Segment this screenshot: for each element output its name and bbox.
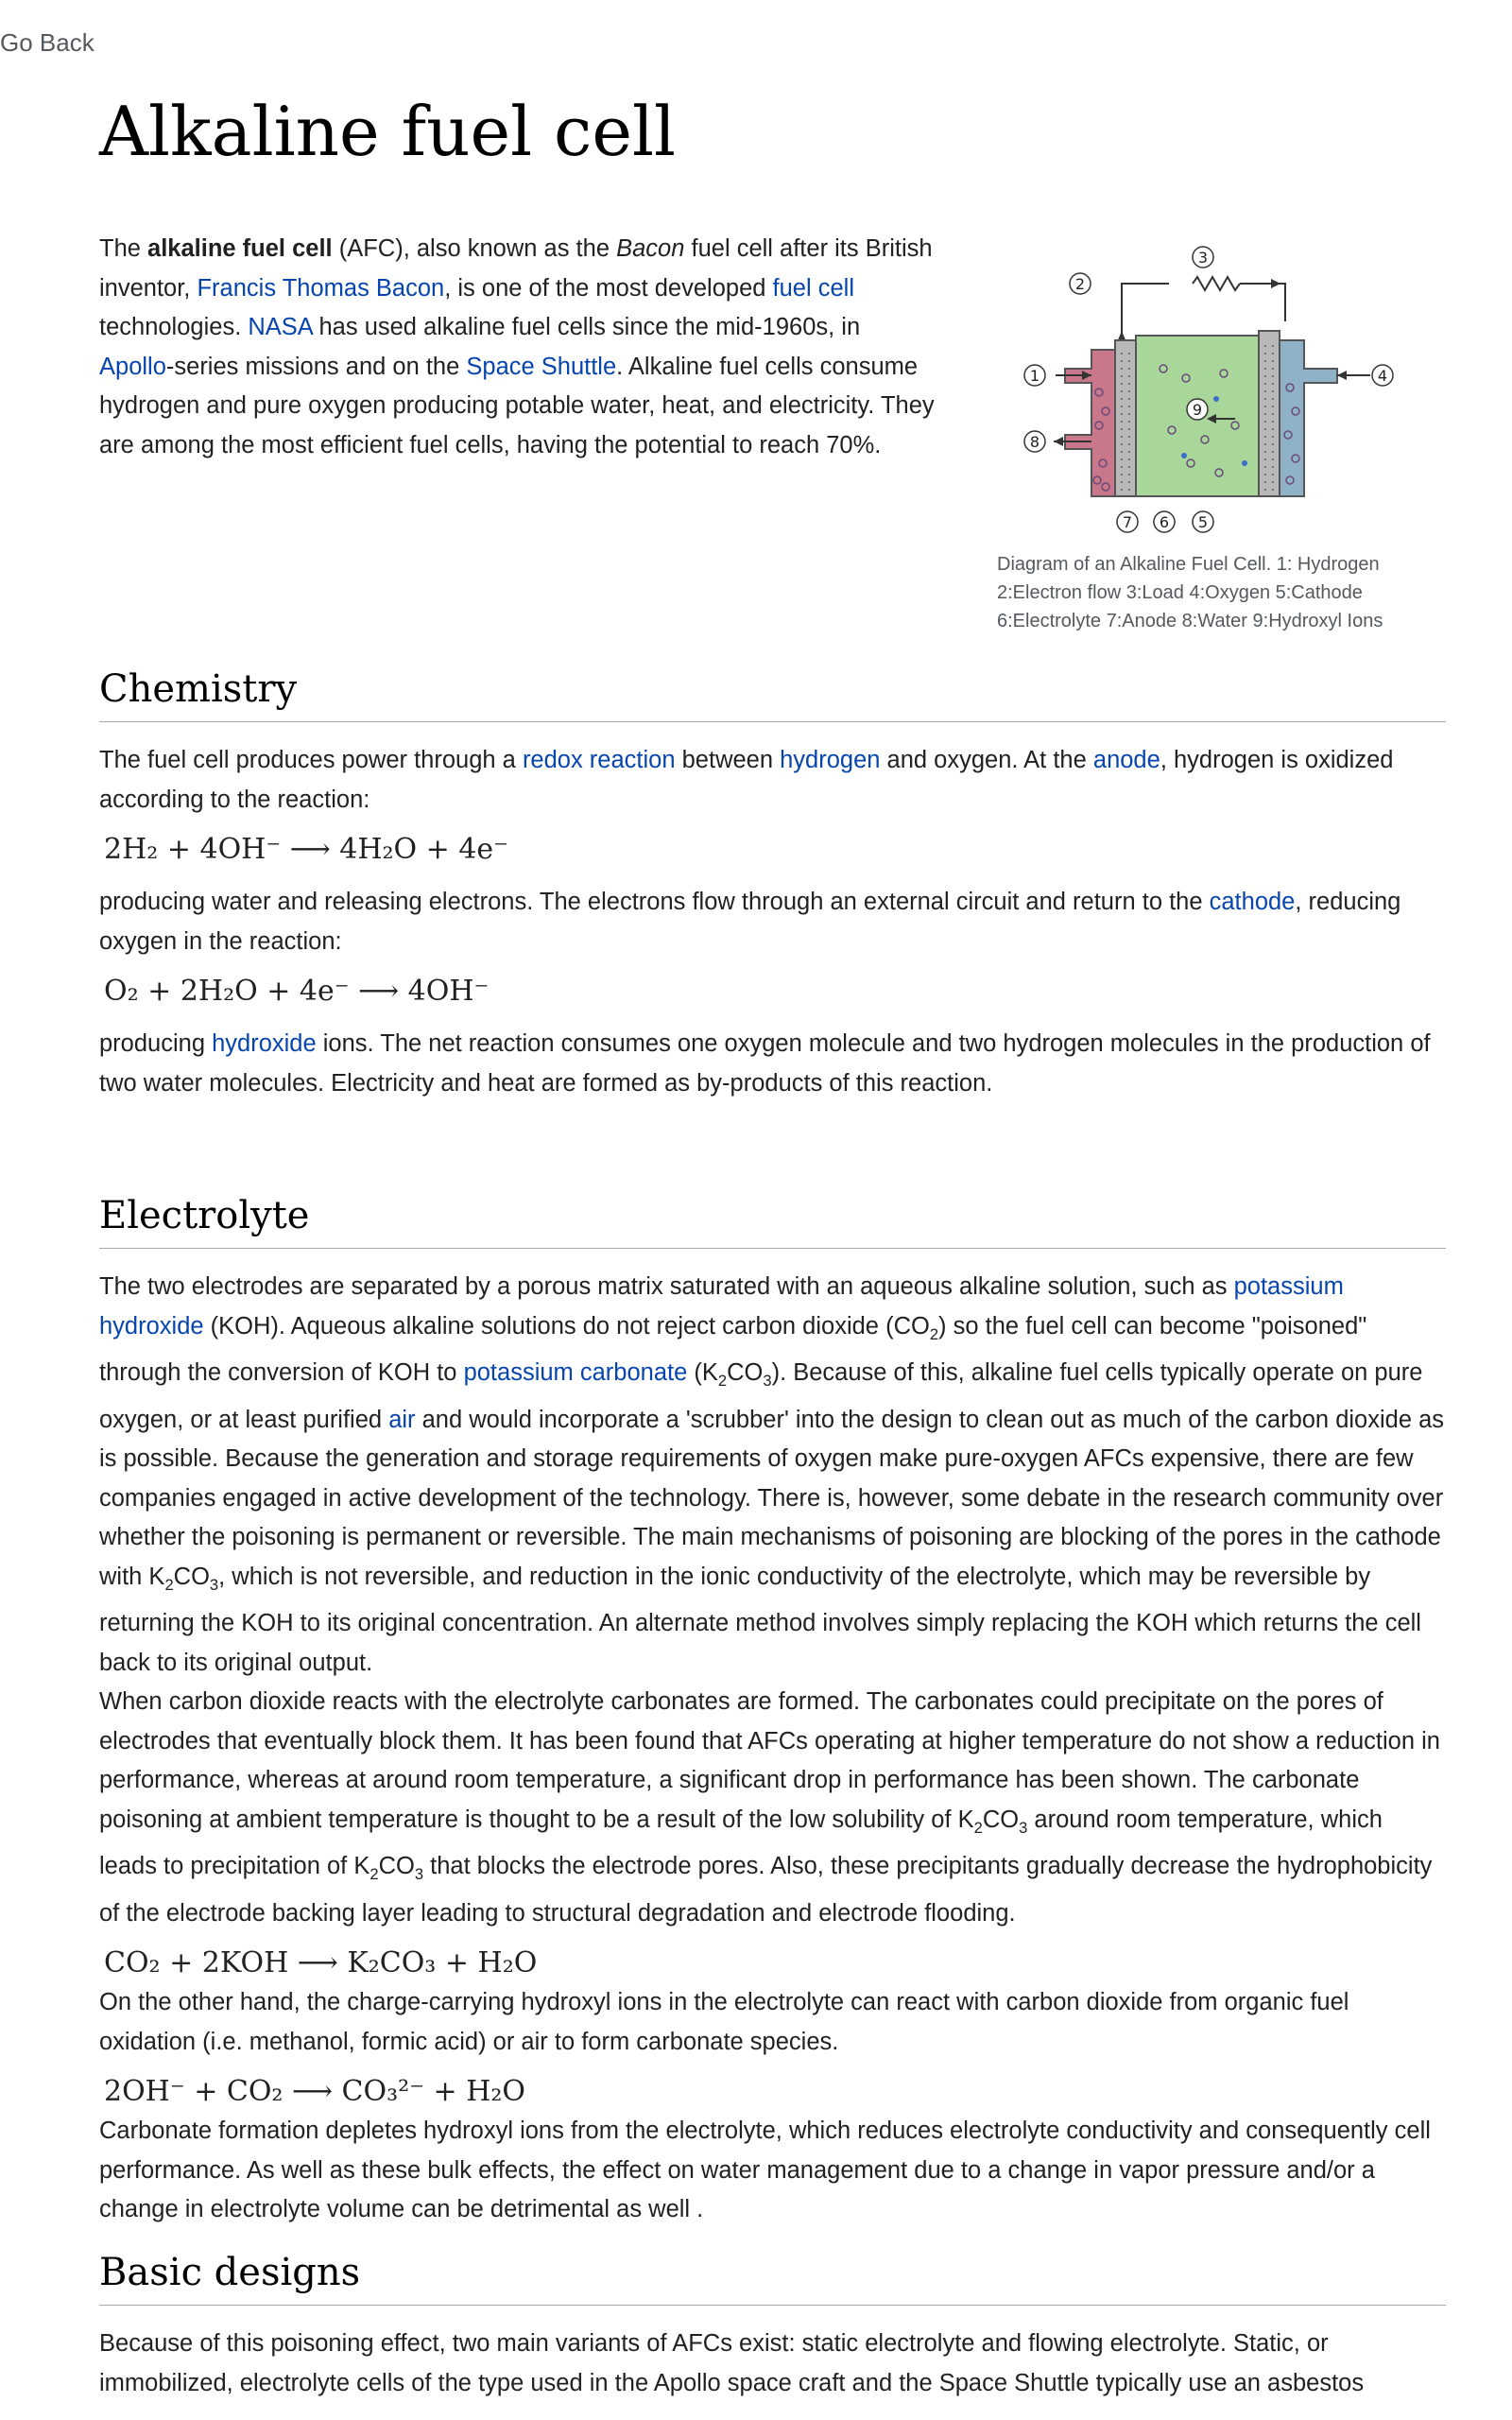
page-title: Alkaline fuel cell [99, 92, 677, 171]
link-apollo[interactable]: Apollo [99, 353, 166, 380]
link-francis-thomas-bacon[interactable]: Francis Thomas Bacon [197, 274, 445, 302]
link-potassium-carbonate[interactable]: potassium carbonate [463, 1359, 688, 1387]
label-1: 1 [1029, 367, 1040, 385]
chemistry-paragraph-1: The fuel cell produces power through a redox reaction between hydrogen and oxygen. At the anode, hydrogen is oxidized according to the reaction: [99, 747, 1394, 813]
label-8: 8 [1029, 433, 1040, 451]
go-back-link[interactable]: Go Back [0, 28, 94, 57]
equation-hydroxyl-reaction: 2OH⁻ + CO₂ ⟶ CO₃²⁻ + H₂O [104, 2075, 525, 2109]
label-9: 9 [1192, 401, 1203, 419]
section-electrolyte [99, 1193, 1446, 2230]
link-potassium-hydroxide[interactable]: potassium hydroxide [99, 1273, 1344, 1340]
electrolyte-paragraph-3: On the other hand, the charge-carrying hydroxyl ions in the electrolyte can react with carbon dioxide from organic fuel oxidation (i.e. methanol, formic acid) or air to form carbonate species. [99, 1989, 1349, 2055]
link-hydrogen[interactable]: hydrogen [780, 747, 881, 773]
basic-designs-paragraph-1: Because of this poisoning effect, two main variants of AFCs exist: static electrolyte and flowing electrolyte. Static, or immobilized, electrolyte cells of the type used in the Apollo space craft and the Space Shuttle typically use an asbestos [99, 2330, 1365, 2396]
link-cathode[interactable]: cathode [1209, 889, 1296, 915]
link-nasa[interactable]: NASA [248, 314, 313, 340]
label-6: 6 [1159, 513, 1170, 531]
load-resistor-icon [1193, 277, 1240, 290]
arrow-right-icon [1271, 279, 1280, 288]
equation-carbonate-formation: CO₂ + 2KOH ⟶ K₂CO₃ + H₂O [104, 1946, 538, 1980]
wire-right [1240, 284, 1285, 321]
equation-cathode: O₂ + 2H₂O + 4e⁻ ⟶ 4OH⁻ [104, 975, 490, 1008]
figure-caption: Diagram of an Alkaline Fuel Cell. 1: Hydrogen 2:Electron flow 3:Load 4:Oxygen 5:Cathode 6:Electrolyte 7:Anode 8:Water 9:Hydroxyl Ions [997, 554, 1383, 631]
link-hydroxide[interactable]: hydroxide [212, 1030, 317, 1057]
oxygen-chamber [1280, 340, 1337, 496]
heading-basic-designs: Basic designs [99, 2250, 1446, 2306]
link-fuel-cell[interactable]: fuel cell [772, 274, 854, 302]
equation-anode: 2H₂ + 4OH⁻ ⟶ 4H₂O + 4e⁻ [104, 833, 508, 866]
link-anode[interactable]: anode [1092, 747, 1160, 773]
fuel-cell-diagram [997, 236, 1422, 510]
italic-term: Bacon [616, 235, 685, 262]
heading-electrolyte: Electrolyte [99, 1193, 1446, 1249]
section-basic-designs [99, 2250, 1446, 2403]
link-redox-reaction[interactable]: redox reaction [522, 747, 676, 773]
fuel-cell-diagram-bottom-labels [997, 505, 1422, 539]
fuel-cell-figure [997, 236, 1422, 635]
intro-paragraph: The alkaline fuel cell (AFC), also known as the Bacon fuel cell after its British inventor, Francis Thomas Bacon, is one of the most developed fuel cell technologies. NASA has used alkaline fuel cells since the mid-1960s, in Apollo-series missions and on the Space Shuttle. Alkaline fuel cells consume hydrogen and pure oxygen producing potable water, heat, and electricity. They are among the most efficient fuel cells, having the potential to reach 70%. [99, 235, 935, 458]
label-3: 3 [1197, 249, 1209, 267]
electrolyte-paragraph-2: When carbon dioxide reacts with the electrolyte carbonates are formed. The carbonates could precipitate on the pores of electrodes that eventually block them. It has been found that AFCs operating at higher temperature do not show a reduction in performance, whereas at around room temperature, a significant drop in performance has been shown. The carbonate poisoning at ambient temperature is thought to be a result of the low solubility of $K_2CO_3$ around room temperature, which leads to precipitation of $K_2CO_3$ that blocks the electrode pores. Also, these precipitants gradually decrease the hydrophobicity of the electrode backing layer leading to structural degradation and electrode flooding. [99, 1688, 1440, 1927]
water-outlet-arrow-icon [1054, 437, 1063, 446]
electrolyte-paragraph-4: Carbonate formation depletes hydroxyl ions from the electrolyte, which reduces electrolyte conductivity and consequently cell performance. As well as these bulk effects, the effect on water management due to a change in vapor pressure and/or a change in electrolyte volume can be detrimental as well . [99, 2118, 1431, 2223]
bold-term: alkaline fuel cell [147, 235, 333, 262]
chemistry-paragraph-3: producing hydroxide ions. The net reaction consumes one oxygen molecule and two hydrogen molecules in the production of two water molecules. Electricity and heat are formed as by-products of this reaction. [99, 1030, 1431, 1097]
hydrogen-chamber [1065, 350, 1115, 496]
electrolyte-paragraph-1: The two electrodes are separated by a porous matrix saturated with an aqueous alkaline solution, such as potassium hydroxide (KOH). Aqueous alkaline solutions do not reject carbon dioxide $(CO_2)$ so the fuel cell can become "poisoned" through the conversion of KOH to potassium carbonate $(K_2CO_3)$. Because of this, alkaline fuel cells typically operate on pure oxygen, or at least purified air and would incorporate a 'scrubber' into the design to clean out as much of the carbon dioxide as is possible. Because the generation and storage requirements of oxygen make pure-oxygen AFCs expensive, there are few companies engaged in active development of the technology. There is, however, some debate in the research community over whether the poisoning is permanent or reversible. The main mechanisms of poisoning are blocking of the pores in the cathode with $K_2CO_3$, which is not reversible, and reduction in the ionic conductivity of the electrolyte, which may be reversible by returning the KOH to its original concentration. An alternate method involves simply replacing the KOH which returns the cell back to its original output. [99, 1273, 1445, 1676]
label-4: 4 [1377, 367, 1388, 385]
link-air[interactable]: air [388, 1406, 416, 1433]
cathode-pores [1261, 340, 1278, 492]
label-2: 2 [1074, 275, 1086, 293]
anode-pores [1117, 350, 1134, 492]
heading-chemistry: Chemistry [99, 666, 1446, 722]
oxygen-inlet-arrow-icon [1337, 371, 1347, 380]
chemistry-paragraph-2: producing water and releasing electrons. The electrons flow through an external circuit and return to the cathode, reducing oxygen in the reaction: [99, 889, 1401, 955]
section-chemistry [99, 666, 1446, 1103]
label-5: 5 [1197, 513, 1209, 531]
link-space-shuttle[interactable]: Space Shuttle [466, 353, 617, 380]
label-7: 7 [1122, 513, 1133, 531]
